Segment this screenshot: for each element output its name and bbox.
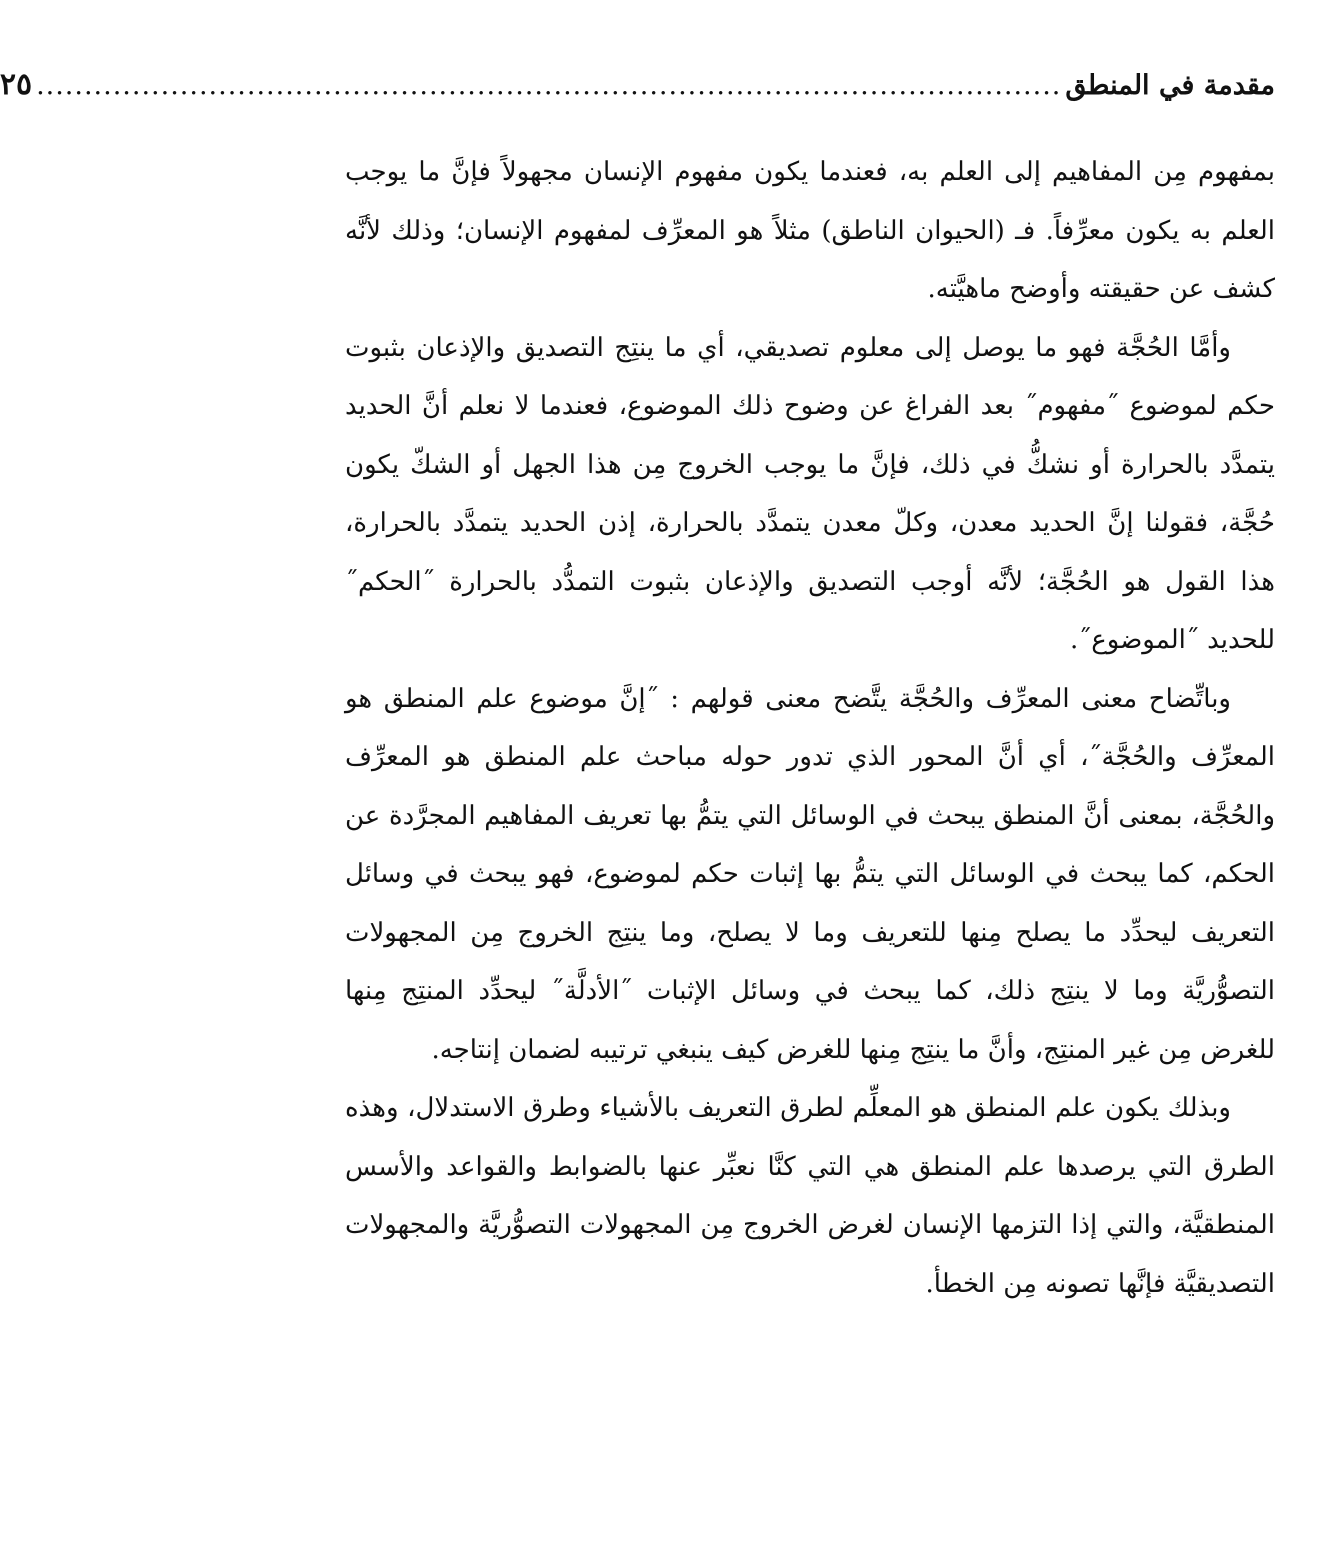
running-header	[0, 55, 1275, 115]
dot-leader: ...........................................................................................................	[36, 70, 1062, 101]
page-number: ٢٥	[0, 67, 33, 102]
paragraph: بمفهوم مِن المفاهيم إلى العلم به، فعندما يكون مفهوم الإنسان مجهولاً فإنَّ ما يوجب العلم به يكون معرِّفاً. فـ (الحيوان الناطق) مثلاً هو المعرِّف لمفهوم الإنسان؛ وذلك لأنَّه كشف عن حقيقته وأوضح ماهيَّته.	[345, 157, 1275, 304]
paragraph: وباتِّضاح معنى المعرِّف والحُجَّة يتَّضح معنى قولهم : ˝إنَّ موضوع علم المنطق هو المعرِّف والحُجَّة˝، أي أنَّ المحور الذي تدور حوله مباحث علم المنطق هو المعرِّف والحُجَّة، بمعنى أنَّ المنطق يبحث في الوسائل التي يتمُّ بها تعريف المفاهيم المجرَّدة عن الحكم، كما يبحث في الوسائل التي يتمُّ بها إثبات حكم لموضوع، فهو يبحث في وسائل التعريف ليحدِّد ما يصلح مِنها للتعريف وما لا يصلح، وما ينتِج الخروج مِن المجهولات التصوُّريَّة وما لا ينتِج ذلك، كما يبحث في وسائل الإثبات ˝الأدلَّة˝ ليحدِّد المنتِج مِنها للغرض مِن غير المنتِج، وأنَّ ما ينتِج مِنها للغرض كيف ينبغي ترتيبه لضمان إنتاجه.	[345, 683, 1275, 1065]
paragraph: وبذلك يكون علم المنطق هو المعلِّم لطرق التعريف بالأشياء وطرق الاستدلال، وهذه الطرق التي يرصدها علم المنطق هي التي كنَّا نعبِّر عنها بالضوابط والقواعد والأسس المنطقيَّة، والتي إذا التزمها الإنسان لغرض الخروج مِن المجهولات التصوُّريَّة والمجهولات التصديقيَّة فإنَّها تصونه مِن الخطأ.	[345, 1093, 1275, 1299]
body-text	[345, 143, 1275, 1313]
book-page	[0, 55, 1275, 1313]
paragraph: وأمَّا الحُجَّة فهو ما يوصل إلى معلوم تصديقي، أي ما ينتِج التصديق والإذعان بثبوت حكم لموضوع ˝مفهوم˝ بعد الفراغ عن وضوح ذلك الموضوع، فعندما لا نعلم أنَّ الحديد يتمدَّد بالحرارة أو نشكُّ في ذلك، فإنَّ ما يوجب الخروج مِن هذا الجهل أو الشكّ يكون حُجَّة، فقولنا إنَّ الحديد معدن، وكلّ معدن يتمدَّد بالحرارة، إذن الحديد يتمدَّد بالحرارة، هذا القول هو الحُجَّة؛ لأنَّه أوجب التصديق والإذعان بثبوت التمدُّد بالحرارة ˝الحكم˝ للحديد ˝الموضوع˝.	[345, 332, 1275, 655]
book-title: مقدمة في المنطق	[1065, 70, 1275, 101]
